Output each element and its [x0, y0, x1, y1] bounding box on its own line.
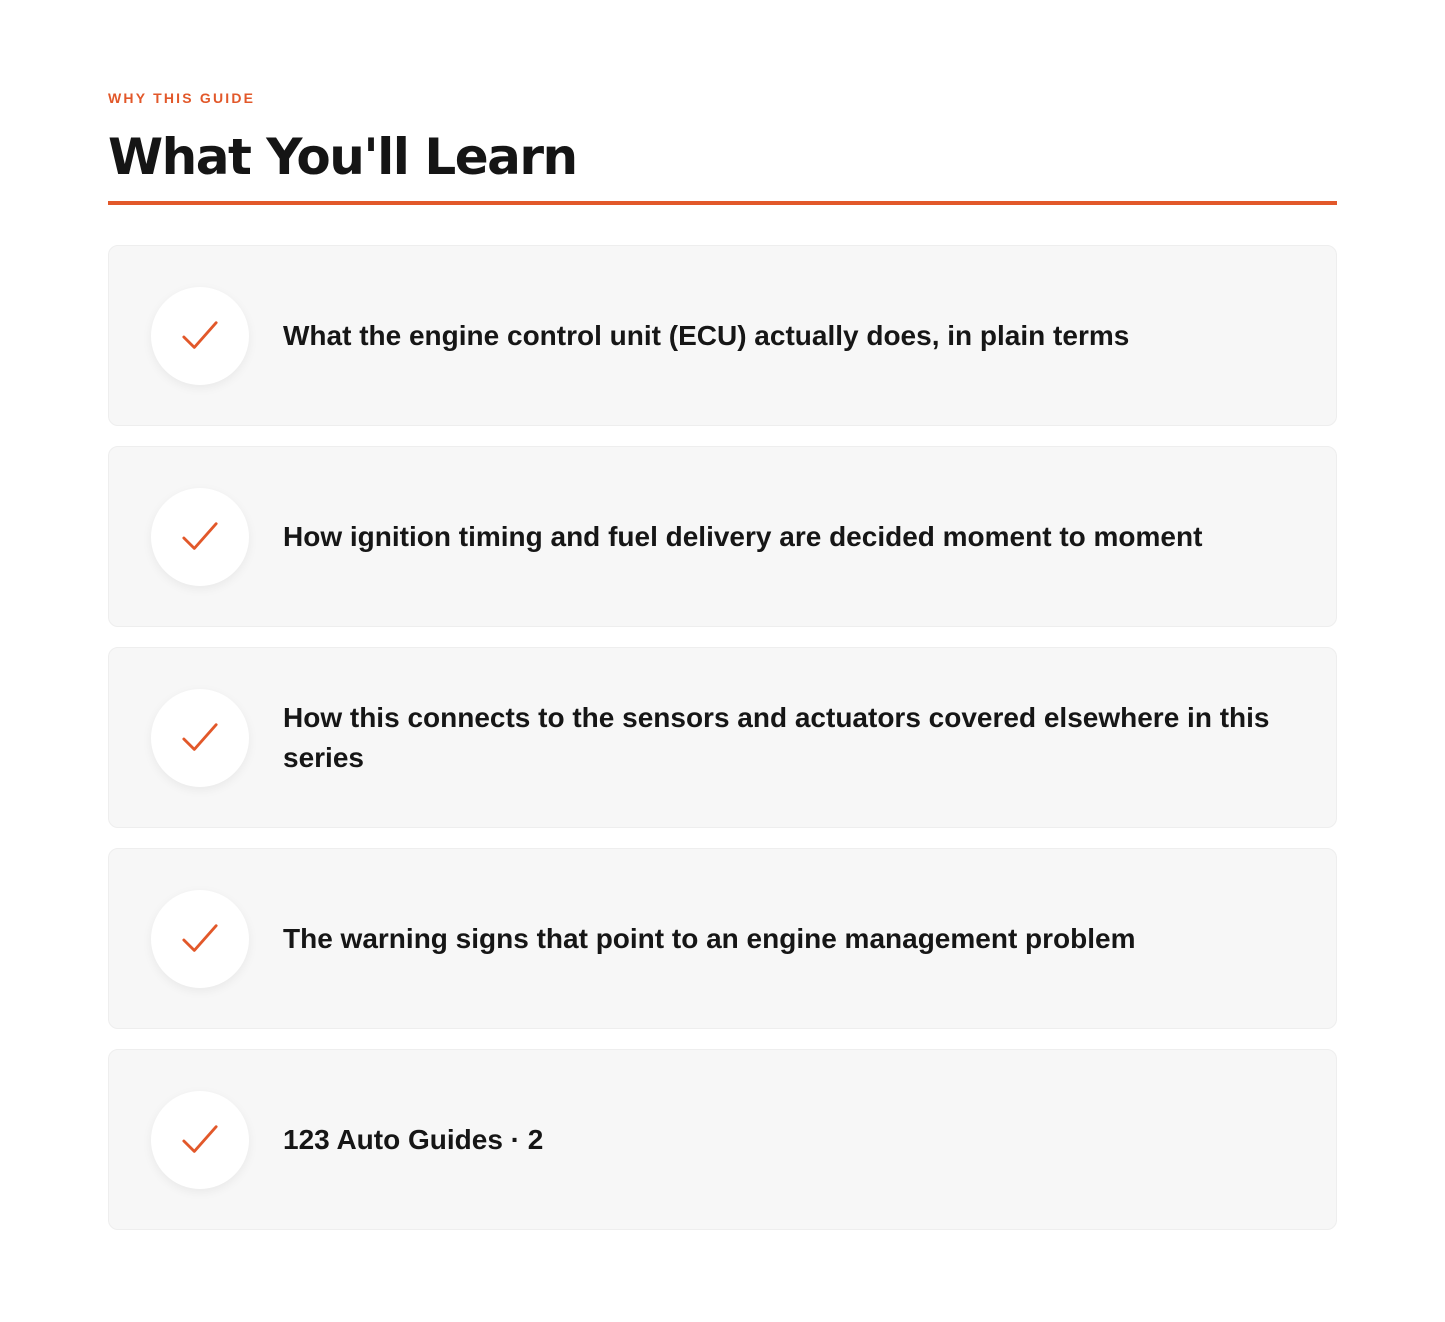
list-item-text: How this connects to the sensors and actuators covered elsewhere in this series: [283, 701, 1270, 773]
check-badge: [151, 1091, 249, 1189]
check-icon: [181, 719, 219, 757]
list-item: [108, 245, 1337, 426]
learn-section: [108, 88, 1337, 1250]
page-title: What You'll Learn: [108, 128, 577, 186]
check-icon: [181, 317, 219, 355]
check-icon: [181, 920, 219, 958]
list-item-text: 123 Auto Guides · 2: [283, 1123, 544, 1155]
list-item: [108, 647, 1337, 828]
list-item: [108, 446, 1337, 627]
check-badge: [151, 488, 249, 586]
check-icon: [181, 518, 219, 556]
check-badge: [151, 287, 249, 385]
list-item-text: What the engine control unit (ECU) actually does, in plain terms: [283, 319, 1130, 351]
check-icon: [181, 1121, 219, 1159]
list-item: [108, 848, 1337, 1029]
list-item-text: The warning signs that point to an engine management problem: [283, 922, 1136, 954]
check-badge: [151, 890, 249, 988]
list-item-text: How ignition timing and fuel delivery are decided moment to moment: [283, 520, 1203, 552]
learning-list: [108, 245, 1337, 1230]
title-divider: [108, 201, 1337, 205]
section-eyebrow: WHY THIS GUIDE: [108, 90, 256, 106]
check-badge: [151, 689, 249, 787]
list-item: [108, 1049, 1337, 1230]
